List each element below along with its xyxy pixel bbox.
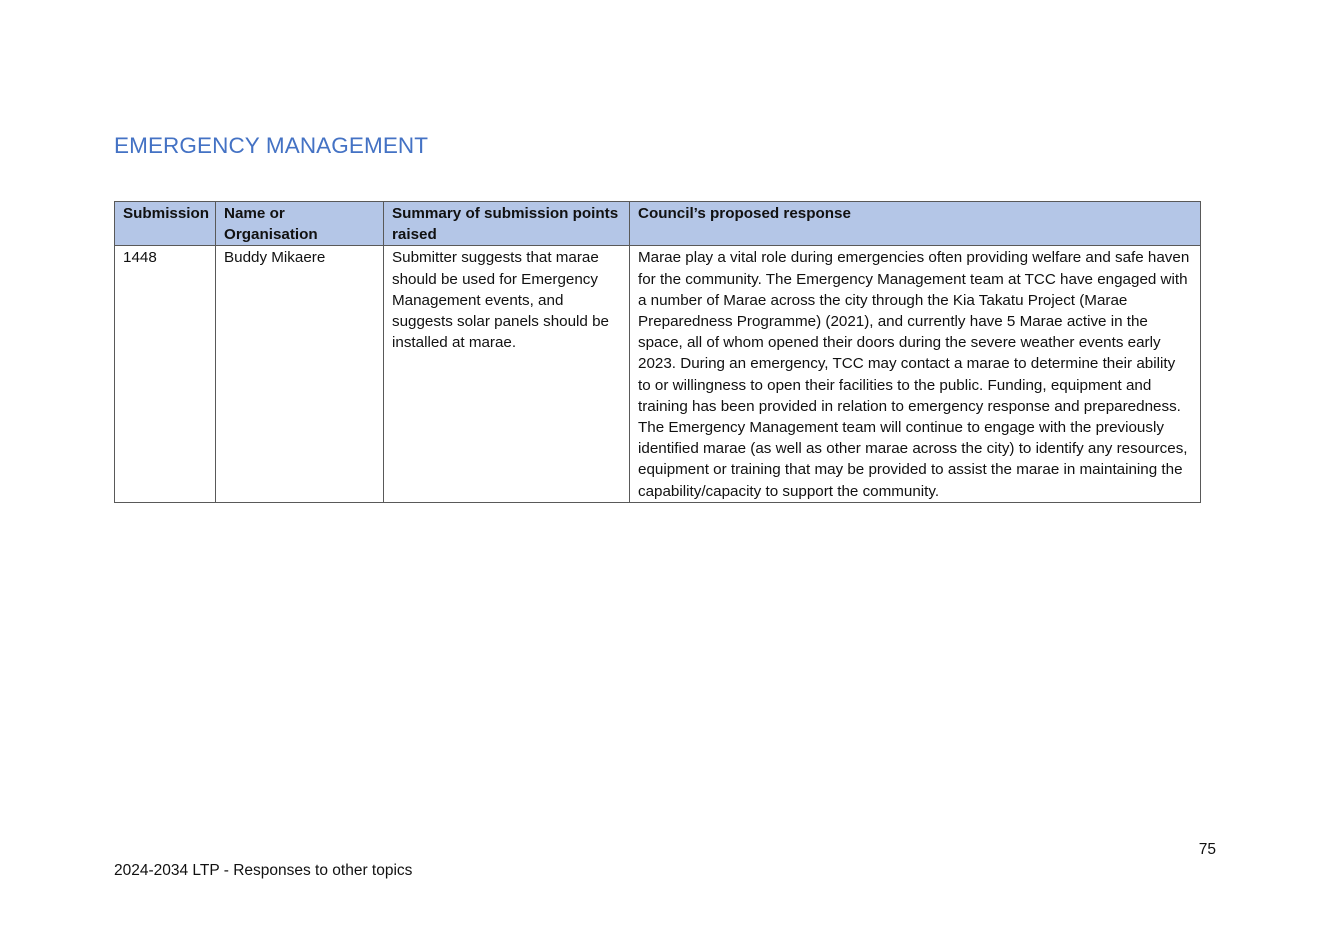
header-name-or-organisation: Name or Organisation <box>216 202 384 246</box>
section-heading: EMERGENCY MANAGEMENT <box>114 133 429 158</box>
cell-submitter-name: Buddy Mikaere <box>216 246 384 502</box>
header-summary: Summary of submission points raised <box>384 202 630 246</box>
response-paragraph-1: Marae play a vital role during emergencies often providing welfare and safe haven for the community. The Emergency Management team at TCC have engaged with a number of Marae across the city through the Kia Takatu Project (Marae Preparedness Programme) (2021), and currently have 5 Marae active in the space, all of whom opened their doors during the severe weather events early 2023. During an emergency, TCC may contact a marae to determine their ability to or willingness to open their facilities to the public. Funding, equipment and training has been provided in relation to emergency response and preparedness. <box>638 249 1190 415</box>
cell-summary: Submitter suggests that marae should be used for Emergency Management events, and suggests solar panels should be installed at marae. <box>384 246 630 502</box>
table-header-row <box>115 202 1201 246</box>
cell-submission-number: 1448 <box>115 246 216 502</box>
header-council-response: Council’s proposed response <box>630 202 1201 246</box>
table-row <box>115 246 1201 502</box>
header-submission: Submission <box>115 202 216 246</box>
submissions-table <box>114 201 1201 503</box>
footer-document-title: 2024-2034 LTP - Responses to other topics <box>114 862 413 879</box>
cell-council-response <box>630 246 1201 502</box>
page-number: 75 <box>1198 841 1216 858</box>
response-paragraph-2: The Emergency Management team will continue to engage with the previously identified marae (as well as other marae across the city) to identify any resources, equipment or training that may be provided to assist the marae in maintaining the capability/capacity to support the community. <box>638 419 1188 500</box>
